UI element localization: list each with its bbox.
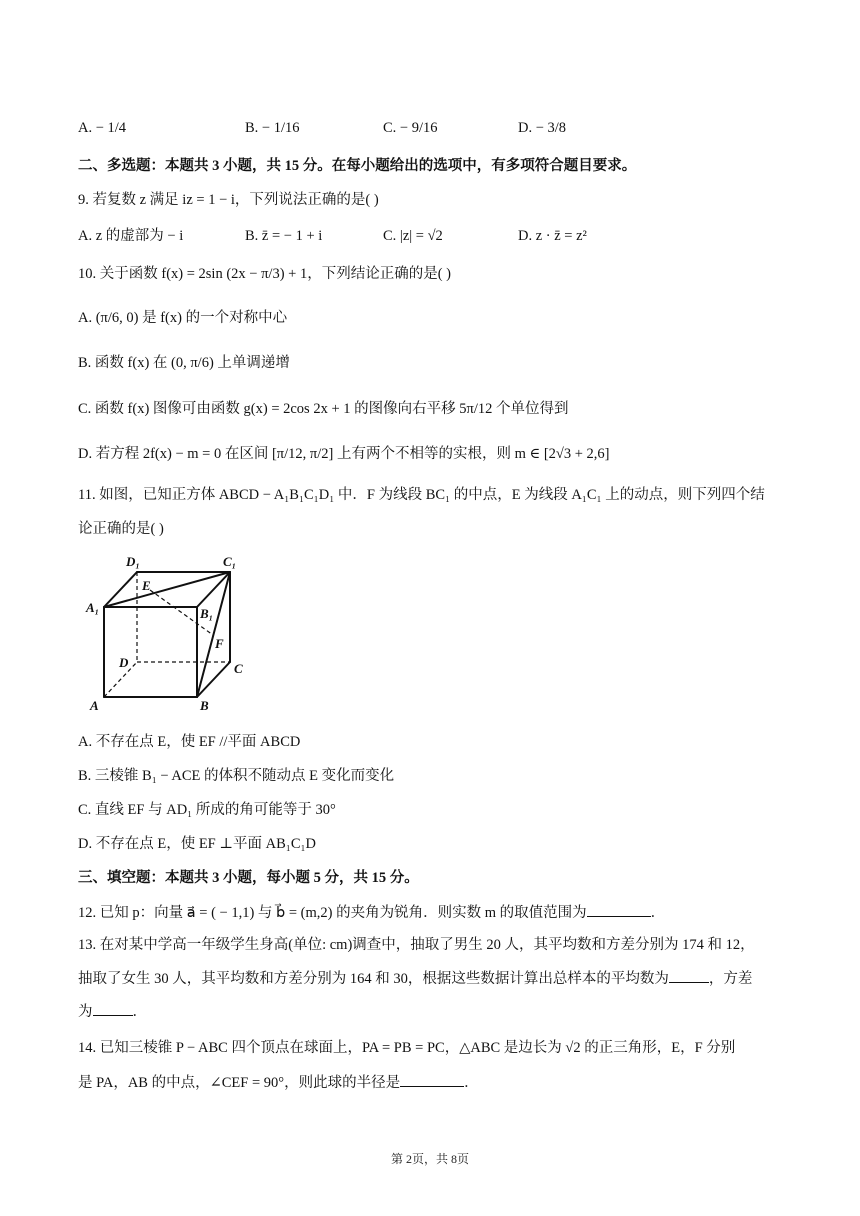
label-d: D xyxy=(119,655,129,670)
q10-option-c: C. 函数 f(x) 图像可由函数 g(x) = 2cos 2x + 1 的图像向右平移 5π/12 个单位得到 xyxy=(78,401,569,417)
q9-option-d: D. z · z̄ = z² xyxy=(518,228,587,244)
question-11-stem-line1: 11. 如图，已知正方体 ABCD − A₁B₁C₁D₁ 中．F 为线段 BC₁ 的中点，E 为线段 A₁C₁ 上的动点，则下列四个结 xyxy=(78,487,765,503)
answer-blank-q12 xyxy=(587,902,651,917)
cube-figure xyxy=(82,550,262,720)
q11-option-a: A. 不存在点 E，使 EF //平面 ABCD xyxy=(78,734,301,750)
question-14-end: ． xyxy=(464,1075,479,1091)
label-c1: C₁ xyxy=(223,554,237,569)
question-12 xyxy=(78,902,665,923)
q8-option-d: D. − 3/8 xyxy=(518,120,567,136)
question-13-line1: 13. 在对某中学高一年级学生身高(单位: cm)调查中，抽取了男生 20 人，其平均数和方差分别为 174 和 12， xyxy=(78,937,755,953)
label-f: F xyxy=(215,636,224,651)
q11-option-d: D. 不存在点 E，使 EF ⊥平面 AB₁C₁D xyxy=(78,836,317,852)
q8-option-c: C. − 9/16 xyxy=(383,120,438,136)
question-13-line2-tail: ，方差 xyxy=(708,971,753,987)
question-13-line3 xyxy=(78,1001,147,1022)
section-heading-fill-in: 三、填空题：本题共 3 小题，每小题 5 分，共 15 分。 xyxy=(78,870,419,886)
page-footer: 第 2页，共 8页 xyxy=(390,1152,469,1166)
label-c: C xyxy=(234,661,243,676)
q10-option-d: D. 若方程 2f(x) − m = 0 在区间 [π/12, π/2] 上有两个不相等的实根，则 m ∈ [2√3 + 2,6] xyxy=(78,446,610,462)
question-11-stem-line2: 论正确的是( ) xyxy=(78,521,164,537)
q10-option-b: B. 函数 f(x) 在 (0, π/6) 上单调递增 xyxy=(78,355,290,371)
question-10-stem: 10. 关于函数 f(x) = 2sin (2x − π/3) + 1，下列结论正确的是( ) xyxy=(78,266,451,282)
question-14-line1: 14. 已知三棱锥 P − ABC 四个顶点在球面上，PA = PB = PC，△ABC 是边长为 √2 的正三角形，E，F 分别 xyxy=(78,1040,736,1056)
q8-option-b: B. − 1/16 xyxy=(245,120,300,136)
section-heading-multi-choice: 二、多选题：本题共 3 小题，共 15 分。在每小题给出的选项中，有多项符合题目要求。 xyxy=(78,158,637,174)
label-d1: D₁ xyxy=(126,554,140,569)
label-b: B xyxy=(200,698,209,713)
label-a: A xyxy=(90,698,99,713)
label-e: E xyxy=(142,578,151,593)
question-13-line3-text: 为 xyxy=(78,1004,93,1020)
question-14-line2 xyxy=(78,1072,479,1093)
question-9-stem: 9. 若复数 z 满足 iz = 1 − i，下列说法正确的是( ) xyxy=(78,192,379,208)
answer-blank-q14 xyxy=(400,1072,464,1087)
question-14-line2-text: 是 PA，AB 的中点，∠CEF = 90°，则此球的半径是 xyxy=(78,1075,401,1091)
question-13-line3-end: ． xyxy=(132,1004,147,1020)
answer-blank-q13-mean xyxy=(669,968,709,983)
question-13-line2-text: 抽取了女生 30 人，其平均数和方差分别为 164 和 30，根据这些数据计算出总样本的平均数为 xyxy=(78,971,669,987)
answer-blank-q13-variance xyxy=(93,1001,133,1016)
question-12-text: 12. 已知 p：向量 a⃗ = ( − 1,1) 与 b⃗ = (m,2) 的夹角为锐角．则实数 m 的取值范围为 xyxy=(78,905,587,921)
q11-option-c: C. 直线 EF 与 AD₁ 所成的角可能等于 30° xyxy=(78,802,336,818)
q8-option-a: A. − 1/4 xyxy=(78,120,127,136)
question-12-end: ． xyxy=(650,905,666,921)
label-a1: A₁ xyxy=(86,600,100,615)
question-13-line2 xyxy=(78,968,752,989)
q9-option-a: A. z 的虚部为 − i xyxy=(78,228,184,244)
segment-a1-c1 xyxy=(104,572,230,607)
q9-option-c: C. |z| = √2 xyxy=(383,228,443,244)
q9-option-b: B. z̄ = − 1 + i xyxy=(245,228,323,244)
q11-option-b: B. 三棱锥 B₁ − ACE 的体积不随动点 E 变化而变化 xyxy=(78,768,395,784)
q10-option-a: A. (π/6, 0) 是 f(x) 的一个对称中心 xyxy=(78,310,288,326)
label-b1: B₁ xyxy=(200,606,214,621)
